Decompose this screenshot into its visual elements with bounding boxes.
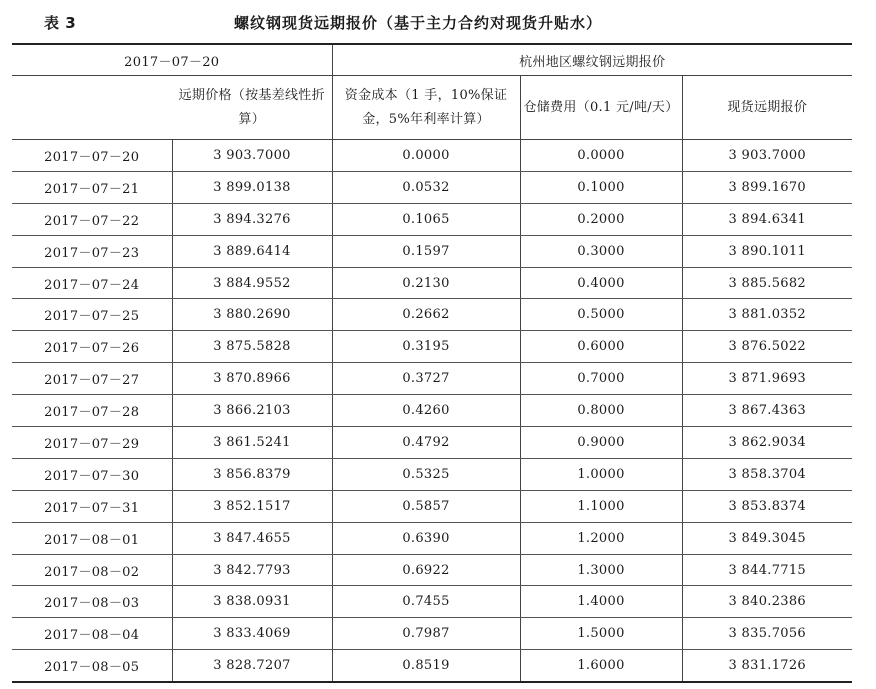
storage-fee-cell: 1.2000 — [520, 522, 682, 554]
spot-forward-cell: 3 894.6341 — [682, 203, 852, 235]
date-cell: 2017－08－01 — [12, 522, 172, 554]
storage-fee-cell: 0.5000 — [520, 299, 682, 331]
table-row — [12, 522, 852, 554]
table-caption — [0, 0, 876, 40]
forward-price-cell: 3 889.6414 — [172, 235, 332, 267]
forward-price-cell: 3 847.4655 — [172, 522, 332, 554]
storage-fee-cell: 1.6000 — [520, 650, 682, 682]
spot-forward-cell: 3 844.7715 — [682, 554, 852, 586]
forward-price-cell: 3 884.9552 — [172, 267, 332, 299]
storage-fee-cell: 1.4000 — [520, 586, 682, 618]
forward-price-cell: 3 866.2103 — [172, 395, 332, 427]
header-group-row — [12, 44, 852, 76]
storage-fee-cell: 0.3000 — [520, 235, 682, 267]
date-cell: 2017－07－25 — [12, 299, 172, 331]
capital-cost-cell: 0.8519 — [332, 650, 520, 682]
forward-price-cell: 3 833.4069 — [172, 618, 332, 650]
spot-forward-cell: 3 862.9034 — [682, 427, 852, 459]
table-row — [12, 490, 852, 522]
forward-price-cell: 3 903.7000 — [172, 140, 332, 172]
spot-forward-cell: 3 849.3045 — [682, 522, 852, 554]
spot-forward-cell: 3 890.1011 — [682, 235, 852, 267]
capital-cost-cell: 0.0532 — [332, 171, 520, 203]
date-cell: 2017－08－02 — [12, 554, 172, 586]
capital-cost-cell: 0.0000 — [332, 140, 520, 172]
table-row — [12, 171, 852, 203]
forward-price-cell: 3 870.8966 — [172, 363, 332, 395]
header-base-date: 2017－07－20 — [12, 44, 332, 76]
storage-fee-cell: 0.9000 — [520, 427, 682, 459]
storage-fee-cell: 1.0000 — [520, 458, 682, 490]
forward-price-cell: 3 861.5241 — [172, 427, 332, 459]
table-row — [12, 203, 852, 235]
storage-fee-cell: 0.4000 — [520, 267, 682, 299]
storage-fee-cell: 1.3000 — [520, 554, 682, 586]
spot-forward-cell: 3 876.5022 — [682, 331, 852, 363]
forward-price-cell: 3 880.2690 — [172, 299, 332, 331]
date-cell: 2017－08－03 — [12, 586, 172, 618]
forward-price-cell: 3 852.1517 — [172, 490, 332, 522]
capital-cost-cell: 0.7987 — [332, 618, 520, 650]
forward-price-cell: 3 875.5828 — [172, 331, 332, 363]
header-region: 杭州地区螺纹钢远期报价 — [332, 44, 852, 76]
capital-cost-cell: 0.3195 — [332, 331, 520, 363]
date-cell: 2017－07－26 — [12, 331, 172, 363]
table-row — [12, 458, 852, 490]
table-row — [12, 140, 852, 172]
table-row — [12, 331, 852, 363]
spot-forward-cell: 3 858.3704 — [682, 458, 852, 490]
date-cell: 2017－07－27 — [12, 363, 172, 395]
capital-cost-cell: 0.2130 — [332, 267, 520, 299]
table-row — [12, 650, 852, 682]
table-row — [12, 363, 852, 395]
header-col-forward-price: 远期价格（按基差线性折算） — [172, 76, 332, 140]
forward-price-cell: 3 856.8379 — [172, 458, 332, 490]
capital-cost-cell: 0.5857 — [332, 490, 520, 522]
date-cell: 2017－07－31 — [12, 490, 172, 522]
spot-forward-cell: 3 899.1670 — [682, 171, 852, 203]
date-cell: 2017－07－30 — [12, 458, 172, 490]
spot-forward-cell: 3 885.5682 — [682, 267, 852, 299]
table-row — [12, 267, 852, 299]
header-col-capital-cost: 资金成本（1 手，10%保证金，5%年利率计算） — [332, 76, 520, 140]
header-column-row — [12, 76, 852, 140]
forward-price-cell: 3 899.0138 — [172, 171, 332, 203]
spot-forward-cell: 3 867.4363 — [682, 395, 852, 427]
spot-forward-cell: 3 853.8374 — [682, 490, 852, 522]
storage-fee-cell: 0.2000 — [520, 203, 682, 235]
table-number: 表 3 — [44, 14, 77, 32]
storage-fee-cell: 0.7000 — [520, 363, 682, 395]
date-cell: 2017－08－04 — [12, 618, 172, 650]
forward-price-cell: 3 842.7793 — [172, 554, 332, 586]
capital-cost-cell: 0.3727 — [332, 363, 520, 395]
date-cell: 2017－07－20 — [12, 140, 172, 172]
spot-forward-cell: 3 835.7056 — [682, 618, 852, 650]
spot-forward-cell: 3 831.1726 — [682, 650, 852, 682]
capital-cost-cell: 0.4260 — [332, 395, 520, 427]
forward-quote-table — [12, 43, 852, 683]
spot-forward-cell: 3 840.2386 — [682, 586, 852, 618]
capital-cost-cell: 0.6922 — [332, 554, 520, 586]
capital-cost-cell: 0.7455 — [332, 586, 520, 618]
capital-cost-cell: 0.1597 — [332, 235, 520, 267]
forward-price-cell: 3 894.3276 — [172, 203, 332, 235]
table-row — [12, 395, 852, 427]
storage-fee-cell: 0.8000 — [520, 395, 682, 427]
date-cell: 2017－07－24 — [12, 267, 172, 299]
storage-fee-cell: 0.0000 — [520, 140, 682, 172]
storage-fee-cell: 0.6000 — [520, 331, 682, 363]
header-col-storage-fee: 仓储费用（0.1 元/吨/天） — [520, 76, 682, 140]
capital-cost-cell: 0.6390 — [332, 522, 520, 554]
forward-price-cell: 3 838.0931 — [172, 586, 332, 618]
storage-fee-cell: 0.1000 — [520, 171, 682, 203]
date-cell: 2017－07－28 — [12, 395, 172, 427]
spot-forward-cell: 3 903.7000 — [682, 140, 852, 172]
table-row — [12, 427, 852, 459]
header-col-date — [12, 76, 172, 140]
date-cell: 2017－07－21 — [12, 171, 172, 203]
storage-fee-cell: 1.1000 — [520, 490, 682, 522]
table-row — [12, 299, 852, 331]
date-cell: 2017－07－23 — [12, 235, 172, 267]
table-row — [12, 618, 852, 650]
table-row — [12, 235, 852, 267]
table-title: 螺纹钢现货远期报价（基于主力合约对现货升贴水） — [234, 14, 603, 32]
table-row — [12, 586, 852, 618]
capital-cost-cell: 0.5325 — [332, 458, 520, 490]
spot-forward-cell: 3 881.0352 — [682, 299, 852, 331]
date-cell: 2017－07－22 — [12, 203, 172, 235]
table-row — [12, 554, 852, 586]
capital-cost-cell: 0.2662 — [332, 299, 520, 331]
forward-price-cell: 3 828.7207 — [172, 650, 332, 682]
date-cell: 2017－08－05 — [12, 650, 172, 682]
spot-forward-cell: 3 871.9693 — [682, 363, 852, 395]
storage-fee-cell: 1.5000 — [520, 618, 682, 650]
capital-cost-cell: 0.1065 — [332, 203, 520, 235]
capital-cost-cell: 0.4792 — [332, 427, 520, 459]
header-col-spot-forward: 现货远期报价 — [682, 76, 852, 140]
date-cell: 2017－07－29 — [12, 427, 172, 459]
